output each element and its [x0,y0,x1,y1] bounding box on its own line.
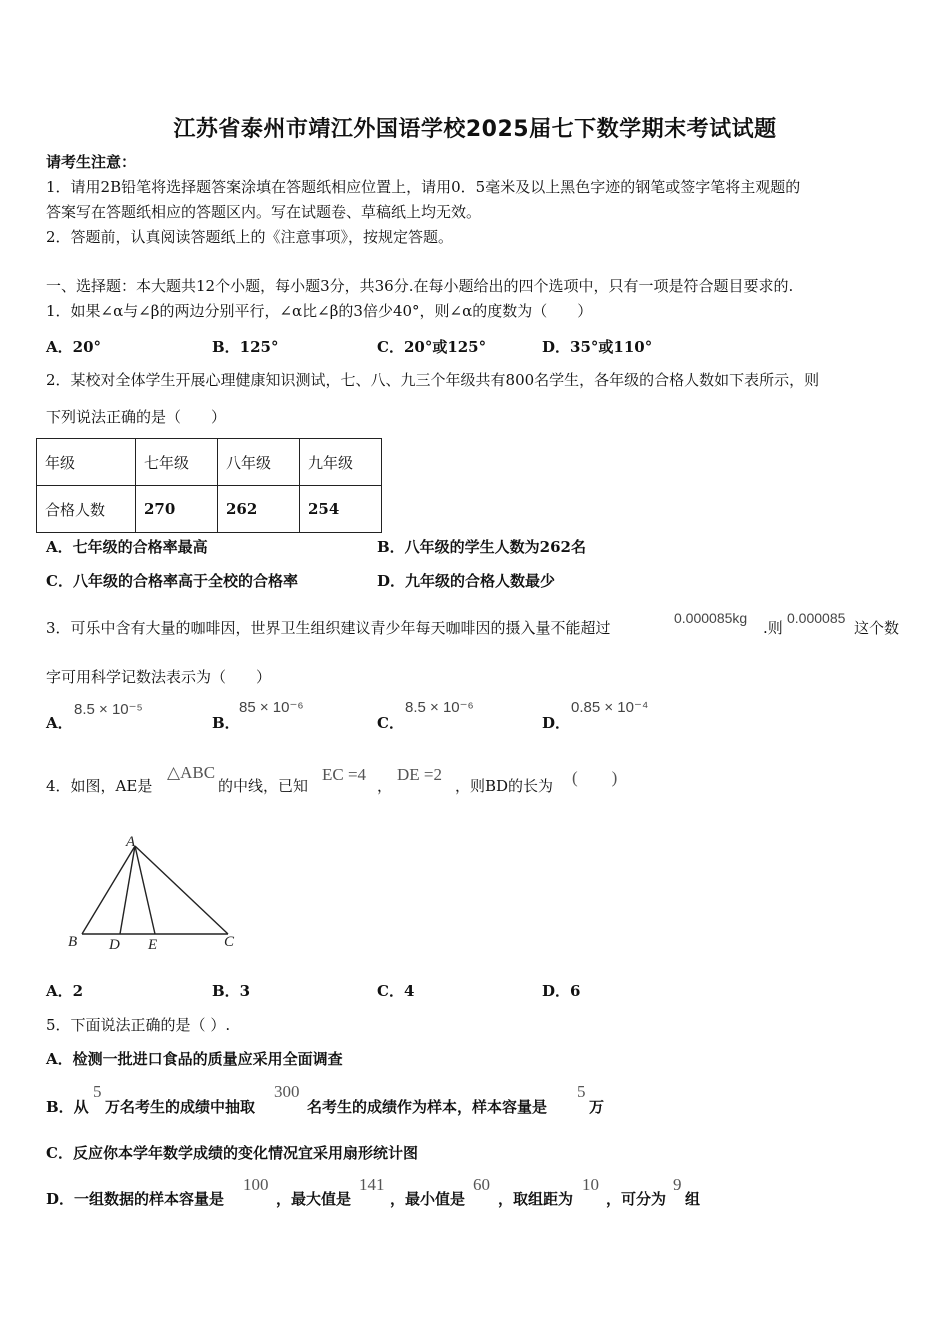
q3-option-d-expr: 0.85 × 10⁻⁴ [571,699,649,716]
q3-stem-2: 字可用科学记数法表示为（ ） [46,668,272,686]
notice-line-2: 2．答题前，认真阅读答题纸上的《注意事项》，按规定答题。 [46,228,454,246]
q1-option-b: B．125° [212,338,279,356]
table-cell: 270 [136,486,218,533]
q5-option-a: A．检测一批进口食品的质量应采用全面调查 [46,1050,343,1068]
q5-option-d-part-2: ，最大值是 [276,1190,352,1208]
q5-option-b-num-1: 5 [93,1082,102,1101]
page-title: 江苏省泰州市靖江外国语学校2025届七下数学期末考试试题 [173,117,777,142]
q3-option-a: A． [46,714,73,732]
triangle-figure [60,830,250,955]
q4-option-a: A．2 [46,982,84,1000]
q5-option-d-num-2: 141 [359,1175,385,1194]
q5-stem: 5．下面说法正确的是（ ）. [46,1016,231,1034]
q5-option-b-part-4: 万 [589,1098,605,1116]
q1-option-d: D．35°或110° [542,338,653,356]
q5-option-b-part-1: B．从 [46,1098,89,1116]
q4-ec: EC =4 [322,765,367,784]
table-header-cell: 九年级 [300,439,382,486]
vertex-label-d: D [109,937,120,953]
q2-option-d: D．九年级的合格人数最少 [377,572,556,590]
segment-ae [135,846,155,934]
notice-line-1b: 答案写在答题纸相应的答题区内。写在试题卷、草稿纸上均无效。 [46,203,482,221]
q2-option-a: A．七年级的合格率最高 [46,538,208,556]
notice-line-1: 1．请用2B铅笔将选择题答案涂填在答题纸相应位置上，请用0．5毫米及以上黑色字迹的钢笔或签字笔将主观题的 [46,178,801,196]
q5-option-b-part-2: 万名考生的成绩中抽取 [105,1098,256,1116]
table-header-cell: 八年级 [218,439,300,486]
table-row-label: 合格人数 [37,486,136,533]
q5-option-d-part-5: ，可分为 [606,1190,667,1208]
q3-stem-a: 3．可乐中含有大量的咖啡因，世界卫生组织建议青少年每天咖啡因的摄入量不能超过 [46,619,611,637]
q3-stem-c: 这个数 [854,619,900,637]
q4-option-b: B．3 [212,982,251,1000]
q5-option-d-num-5: 9 [673,1175,682,1194]
q5-option-d-num-4: 10 [582,1175,599,1194]
table-header-cell: 年级 [37,439,136,486]
q2-stem: 2．某校对全体学生开展心理健康知识测试，七、八、九三个年级共有800名学生，各年级的合格人数如下表所示，则 [46,371,820,389]
table-cell: 254 [300,486,382,533]
q4-stem-c: ，则BD的长为 [455,777,554,795]
q3-option-b: B． [212,714,240,732]
q5-option-d-part-6: 组 [685,1190,701,1208]
q4-stem-a: 4．如图，AE是 [46,777,153,795]
q4-comma: ， [377,777,393,795]
grades-table [36,438,382,533]
q4-option-d: D．6 [542,982,581,1000]
q2-stem-2: 下列说法正确的是（ ） [46,408,227,426]
vertex-label-e: E [148,937,158,953]
q1-option-c: C．20°或125° [377,338,487,356]
q5-option-d-num-3: 60 [473,1175,490,1194]
q3-option-d: D． [542,714,571,732]
q5-option-b-num-2: 300 [274,1082,300,1101]
q5-option-d-part-1: D．一组数据的样本容量是 [46,1190,225,1208]
q4-paren: ( ) [572,768,618,787]
q3-value-2: 0.000085 [787,610,846,626]
q2-option-b: B．八年级的学生人数为262名 [377,538,586,556]
table-row [37,486,382,533]
q1-option-a: A．20° [46,338,102,356]
q3-value-1: 0.000085kg [674,610,748,626]
table-cell: 262 [218,486,300,533]
table-header-cell: 七年级 [136,439,218,486]
q3-option-c: C． [377,714,404,732]
vertex-label-a: A [126,834,136,850]
q5-option-c: C．反应你本学年数学成绩的变化情况宜采用扇形统计图 [46,1144,418,1162]
q4-de: DE =2 [397,765,442,784]
section-heading: 一、选择题：本大题共12个小题，每小题3分，共36分.在每小题给出的四个选项中，只有一项是符合题目要求的. [46,277,794,295]
notice-heading: 请考生注意： [46,153,137,171]
q3-option-b-expr: 85 × 10⁻⁶ [239,699,304,716]
q3-option-c-expr: 8.5 × 10⁻⁶ [405,699,474,716]
q4-triangle: △ABC [167,763,216,782]
q4-stem-b: 的中线，已知 [218,777,309,795]
table-row [37,439,382,486]
q3-stem-b: .则 [763,619,783,637]
side-ac [135,846,228,934]
q5-option-d-part-4: ，取组距为 [498,1190,574,1208]
q5-option-b-num-3: 5 [577,1082,586,1101]
q5-option-d-part-3: ，最小值是 [390,1190,466,1208]
q2-option-c: C．八年级的合格率高于全校的合格率 [46,572,298,590]
q5-option-d-num-1: 100 [243,1175,269,1194]
q5-option-b-part-3: 名考生的成绩作为样本，样本容量是 [307,1098,548,1116]
q1-stem: 1．如果∠α与∠β的两边分别平行，∠α比∠β的3倍少40°，则∠α的度数为（ ） [46,302,593,320]
vertex-label-c: C [224,934,235,950]
q3-option-a-expr: 8.5 × 10⁻⁵ [74,701,143,718]
q4-option-c: C．4 [377,982,415,1000]
vertex-label-b: B [68,934,78,950]
